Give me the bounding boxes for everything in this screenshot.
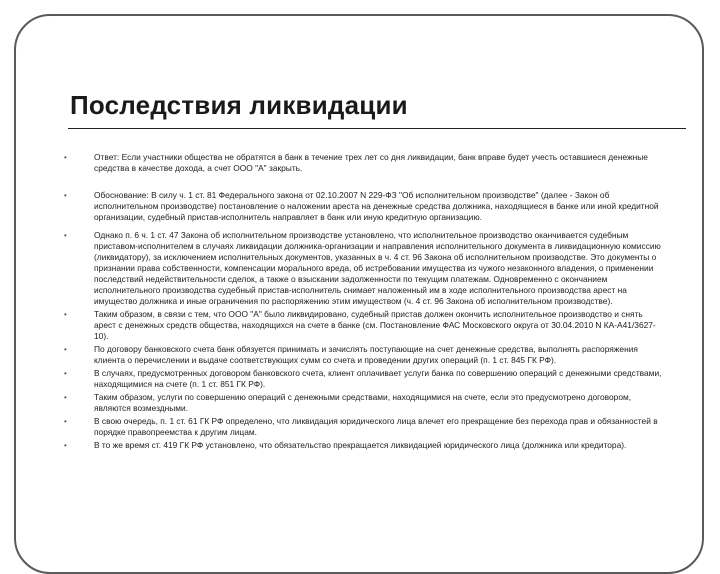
bullet-text: Однако п. 6 ч. 1 ст. 47 Закона об исполнительном производстве установлено, что исполнительное производство оканчивается судебным приставом-исполнителем в случаях ликвидации должника-организации и направления исполнительного документа в ликвидационную комиссию (ликвидатору), за исключением исполнительных документов, указанных в ч. 4 ст. 96 Закона об исполнительном производстве. Это документы о признании права собственности, компенсации морального вреда, об истребовании имущества из чужого незаконного владения, о применении последствий недействительности сделок, а также о взыскании задолженности по текущим платежам. Одновременно с окончанием исполнительного производства судебный пристав-исполнитель снимает наложенный им в ходе исполнительного производства арест на имущество должника и иные ограничения по распоряжению этим имуществом (ч. 4 ст. 96 Закона об исполнительном производстве). bbox=[94, 230, 661, 306]
bullet-text: В то же время ст. 419 ГК РФ установлено, что обязательство прекращается ликвидацией юридического лица (должника или кредитора). bbox=[94, 440, 627, 450]
bullet-text: Обоснование: В силу ч. 1 ст. 81 Федерального закона от 02.10.2007 N 229-ФЗ "Об исполнительном производстве" (далее - Закон об исполнительном производстве) постановление о наложении ареста на денежные средства должника, находящиеся в банке или иной кредитной организации, судебный пристав-исполнитель направляет в банк или иную кредитную организацию. bbox=[94, 190, 659, 222]
bullet-marker: • bbox=[64, 345, 67, 354]
bullet-item-paid-services bbox=[62, 392, 662, 414]
bullet-text: По договору банковского счета банк обязуется принимать и зачислять поступающие на счет денежные средства, выполнять распоряжения клиента о перечислении и выдаче соответствующих сумм со счета и проведении других операций (п. 1 ст. 845 ГК РФ). bbox=[94, 344, 638, 365]
bullet-list bbox=[62, 152, 662, 451]
bullet-text: Таким образом, услуги по совершению операций с денежными средствами, находящимися на счете, если это предусмотрено договором, являются возмездными. bbox=[94, 392, 632, 413]
bullet-text: В свою очередь, п. 1 ст. 61 ГК РФ определено, что ликвидация юридического лица влечет его прекращение без перехода прав и обязанностей в порядке правопреемства к другим лицам. bbox=[94, 416, 658, 437]
bullet-text: Ответ: Если участники общества не обратятся в банк в течение трех лет со дня ликвидации, банк вправе будет учесть оставшиеся денежные средства в качестве дохода, а счет ООО "А" закрыть. bbox=[94, 152, 648, 173]
bullet-item-conclusion bbox=[62, 309, 662, 342]
bullet-marker: • bbox=[64, 310, 67, 319]
bullet-marker: • bbox=[64, 231, 67, 240]
bullet-marker: • bbox=[64, 369, 67, 378]
bullet-item-justification bbox=[62, 190, 662, 223]
bullet-text: В случаях, предусмотренных договором банковского счета, клиент оплачивает услуги банка по совершению операций с денежными средствами, находящимися на счете (п. 1 ст. 851 ГК РФ). bbox=[94, 368, 662, 389]
title-divider bbox=[68, 128, 686, 129]
bullet-item-answer bbox=[62, 152, 662, 174]
bullet-item-obligation-termination bbox=[62, 440, 662, 451]
bullet-marker: • bbox=[64, 153, 67, 162]
bullet-item-bank-fees bbox=[62, 368, 662, 390]
bullet-text: Таким образом, в связи с тем, что ООО "А" было ликвидировано, судебный пристав должен окончить исполнительное производство и снять арест с денежных средств общества, находящихся на счете в банке (см. Постановление ФАС Московского округа от 30.04.2010 N КА-А41/3627-10). bbox=[94, 309, 656, 341]
bullet-item-bank-account-contract bbox=[62, 344, 662, 366]
bullet-item-termination bbox=[62, 230, 662, 307]
bullet-marker: • bbox=[64, 417, 67, 426]
bullet-marker: • bbox=[64, 393, 67, 402]
slide-title: Последствия ликвидации bbox=[70, 90, 408, 120]
bullet-marker: • bbox=[64, 441, 67, 450]
bullet-item-liquidation-effect bbox=[62, 416, 662, 438]
bullet-marker: • bbox=[64, 191, 67, 200]
